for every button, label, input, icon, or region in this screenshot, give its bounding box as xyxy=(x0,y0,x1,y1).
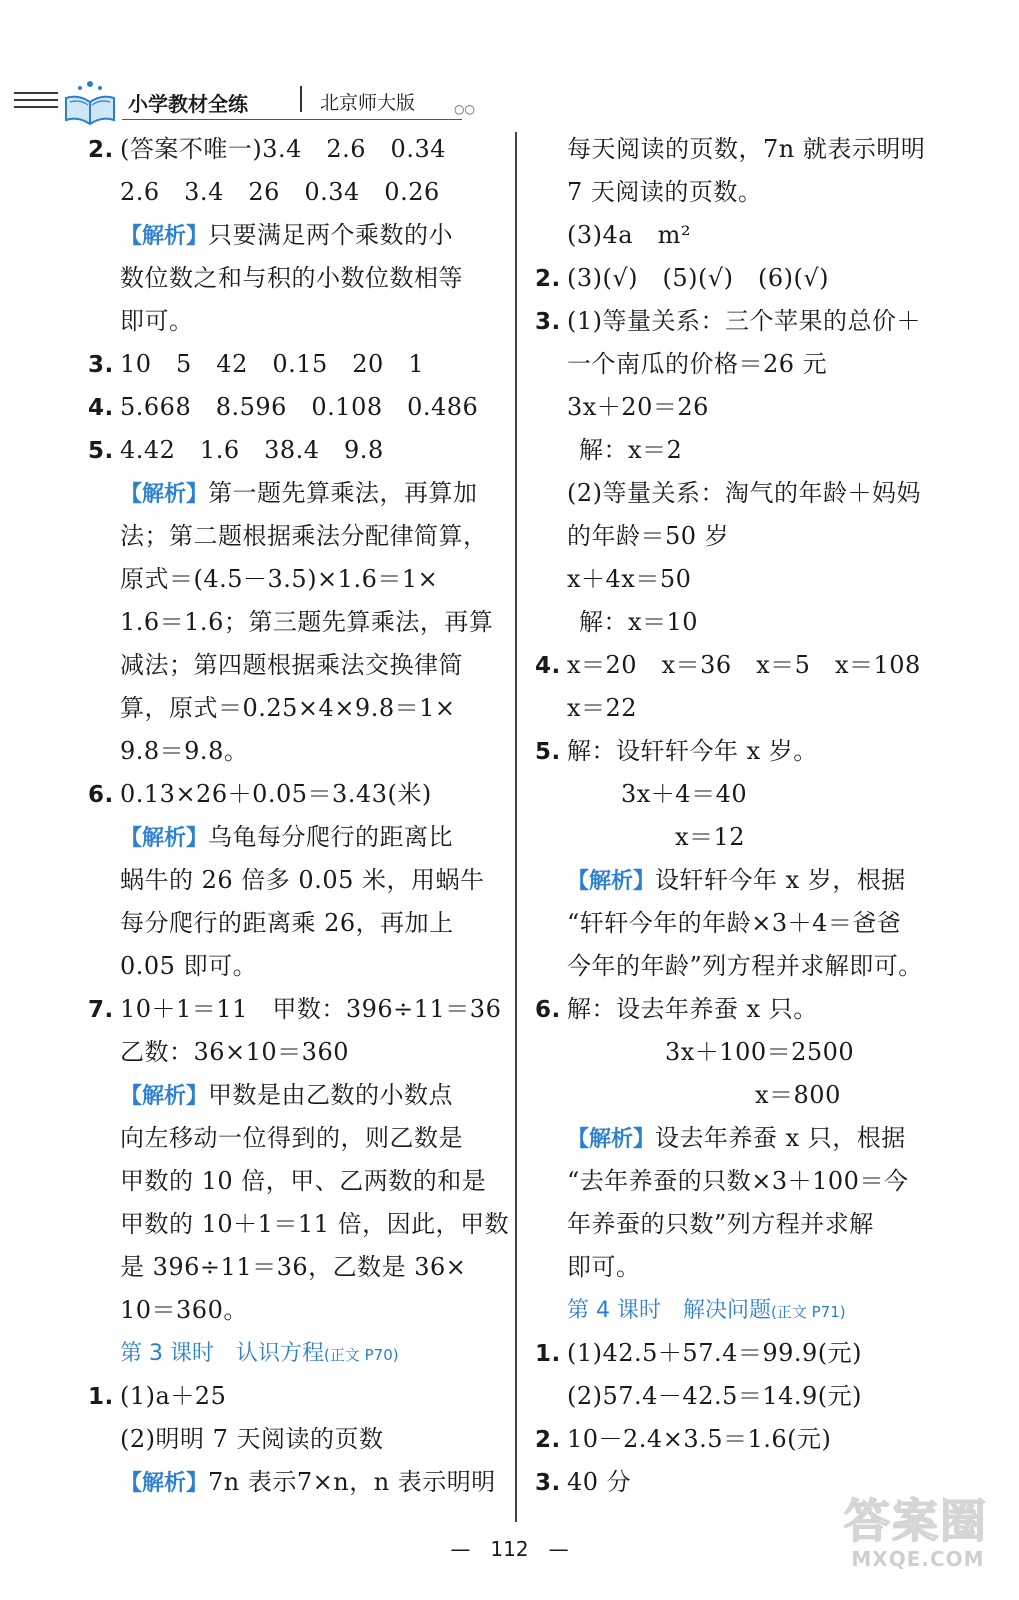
lesson-heading: 第 3 课时 认识方程(正文 P70) xyxy=(120,1341,399,1366)
lesson-page-ref: (正文 P70) xyxy=(323,1346,399,1364)
answer-line: x＝22 xyxy=(567,694,638,722)
question-number: 5. xyxy=(535,739,561,765)
answer-line: 3. 10 5 42 0.15 20 1 xyxy=(88,343,508,386)
analysis-line: 【解析】7n 表示7×n，n 表示明明 xyxy=(120,1468,496,1496)
answer-line: 乙数：36×10＝360 xyxy=(120,1038,349,1066)
analysis-line: 今年的年龄”列方程并求解即可。 xyxy=(567,952,923,980)
analysis-line: 【解析】乌龟每分爬行的距离比 xyxy=(120,823,454,851)
analysis-line: 数位数之和与积的小数位数相等 xyxy=(120,264,463,292)
analysis-line: 年养蚕的只数”列方程并求解 xyxy=(567,1210,874,1238)
answer-line: 1. (1)a＋25 xyxy=(88,1375,508,1418)
analysis-line: 【解析】设去年养蚕 x 只，根据 xyxy=(567,1124,906,1152)
question-number: 2. xyxy=(535,266,561,292)
analysis-line: 是 396÷11＝36，乙数是 36× xyxy=(120,1253,467,1281)
analysis-line: “轩轩今年的年龄×3＋4＝爸爸 xyxy=(567,909,902,937)
analysis-line: 【解析】第一题先算乘法，再算加 xyxy=(120,479,478,507)
analysis-line: 甲数的 10 倍，甲、乙两数的和是 xyxy=(120,1167,487,1195)
analysis-line: 每分爬行的距离乘 26，再加上 xyxy=(120,909,454,937)
answer-line: 2. 10－2.4×3.5＝1.6(元) xyxy=(535,1418,955,1461)
analysis-tag: 【解析】 xyxy=(120,224,209,249)
question-number: 1. xyxy=(535,1341,561,1367)
analysis-line: 【解析】只要满足两个乘数的小 xyxy=(120,221,454,249)
answer-line: (3)4a m² xyxy=(567,221,691,249)
answer-line: 1. (1)42.5＋57.4＝99.9(元) xyxy=(535,1332,955,1375)
analysis-tag: 【解析】 xyxy=(567,869,656,894)
analysis-tag: 【解析】 xyxy=(567,1127,656,1152)
analysis-line: 向左移动一位得到的，则乙数是 xyxy=(120,1124,463,1152)
analysis-tag: 【解析】 xyxy=(120,1084,209,1109)
analysis-line: 即可。 xyxy=(567,1253,641,1281)
question-number: 7. xyxy=(88,997,114,1023)
answer-line: 2. (3)(√) (5)(√) (6)(√) xyxy=(535,257,955,300)
header-dots-decoration: ○○ xyxy=(454,102,475,116)
edition-label: 北京师大版 xyxy=(320,92,416,114)
analysis-tag: 【解析】 xyxy=(120,826,209,851)
answer-line: 一个南瓜的价格＝26 元 xyxy=(567,350,828,378)
answer-line: 2. (答案不唯一)3.4 2.6 0.34 xyxy=(88,128,508,171)
question-number: 5. xyxy=(88,438,114,464)
analysis-line: 即可。 xyxy=(120,307,194,335)
question-number: 1. xyxy=(88,1384,114,1410)
answer-line: (2)57.4－42.5＝14.9(元) xyxy=(567,1382,863,1410)
answer-line: 7. 10＋1＝11 甲数：396÷11＝36 xyxy=(88,988,508,1031)
watermark-url: MXQE.COM xyxy=(851,1547,985,1571)
question-number: 4. xyxy=(535,653,561,679)
analysis-tag: 【解析】 xyxy=(120,482,209,507)
equation-line: 3x＋20＝26 xyxy=(567,393,709,421)
page-number: 112 xyxy=(490,1537,529,1561)
answer-line: 4. x＝20 x＝36 x＝5 x＝108 xyxy=(535,644,955,687)
column-divider xyxy=(515,132,517,1522)
answer-line: 6. 解：设去年养蚕 x 只。 xyxy=(535,988,955,1031)
analysis-line: 减法；第四题根据乘法交换律简 xyxy=(120,651,463,679)
header-lines-decoration xyxy=(14,92,58,113)
answer-line: 4. 5.668 8.596 0.108 0.486 xyxy=(88,386,508,429)
question-number: 6. xyxy=(88,782,114,808)
header-separator xyxy=(300,86,302,112)
analysis-tag: 【解析】 xyxy=(120,1471,209,1496)
equation-line: 3x＋100＝2500 xyxy=(665,1038,855,1066)
analysis-line: 甲数的 10＋1＝11 倍，因此，甲数 xyxy=(120,1210,510,1238)
question-number: 6. xyxy=(535,997,561,1023)
series-title: 小学教材全练 xyxy=(128,92,248,116)
watermark xyxy=(838,1485,998,1585)
analysis-line: 【解析】设轩轩今年 x 岁，根据 xyxy=(567,866,906,894)
analysis-line: 9.8＝9.8。 xyxy=(120,737,249,765)
answer-line: 的年龄＝50 岁 xyxy=(567,522,730,550)
analysis-line: 1.6＝1.6；第三题先算乘法，再算 xyxy=(120,608,494,636)
page-footer: — 112 — xyxy=(450,1537,569,1561)
left-column xyxy=(88,128,508,1504)
question-number: 3. xyxy=(535,309,561,335)
page-header xyxy=(14,72,484,132)
analysis-line: 【解析】甲数是由乙数的小数点 xyxy=(120,1081,454,1109)
analysis-line: 原式＝(4.5－3.5)×1.6＝1× xyxy=(120,565,439,593)
lesson-heading: 第 4 课时 解决问题(正文 P71) xyxy=(567,1298,846,1323)
analysis-line: 10＝360。 xyxy=(120,1296,248,1324)
answer-line: 6. 0.13×26＋0.05＝3.43(米) xyxy=(88,773,508,816)
answer-line: 2.6 3.4 26 0.34 0.26 xyxy=(120,178,440,206)
equation-line: 3x＋4＝40 xyxy=(621,780,748,808)
analysis-line: 算，原式＝0.25×4×9.8＝1× xyxy=(120,694,456,722)
question-number: 2. xyxy=(535,1427,561,1453)
analysis-line: “去年养蚕的只数×3＋100＝今 xyxy=(567,1167,909,1195)
answer-line: 5. 4.42 1.6 38.4 9.8 xyxy=(88,429,508,472)
header-underline xyxy=(122,119,462,120)
question-number: 3. xyxy=(88,352,114,378)
equation-line: x＋4x＝50 xyxy=(567,565,692,593)
answer-line: (2)明明 7 天阅读的页数 xyxy=(120,1425,384,1453)
question-number: 3. xyxy=(535,1470,561,1496)
question-number: 4. xyxy=(88,395,114,421)
analysis-line: 每天阅读的页数，7n 就表示明明 xyxy=(567,135,926,163)
answer-line: 5. 解：设轩轩今年 x 岁。 xyxy=(535,730,955,773)
right-column xyxy=(535,128,955,1504)
answer-line: 3. 40 分 xyxy=(535,1461,955,1504)
answer-line: (2)等量关系：淘气的年龄＋妈妈 xyxy=(567,479,921,507)
lesson-page-ref: (正文 P71) xyxy=(770,1303,846,1321)
analysis-line: 蜗牛的 26 倍多 0.05 米，用蜗牛 xyxy=(120,866,485,894)
analysis-line: 7 天阅读的页数。 xyxy=(567,178,763,206)
equation-line: x＝800 xyxy=(755,1081,841,1109)
equation-line: 解：x＝10 xyxy=(579,608,699,636)
open-book-icon xyxy=(60,76,120,128)
equation-line: 解：x＝2 xyxy=(579,436,683,464)
question-number: 2. xyxy=(88,137,114,163)
answer-line: 3. (1)等量关系：三个苹果的总价＋ xyxy=(535,300,955,343)
analysis-line: 法；第二题根据乘法分配律简算， xyxy=(120,522,488,550)
watermark-logo-text: 答案圈 xyxy=(844,1494,988,1548)
equation-line: x＝12 xyxy=(675,823,746,851)
analysis-line: 0.05 即可。 xyxy=(120,952,258,980)
